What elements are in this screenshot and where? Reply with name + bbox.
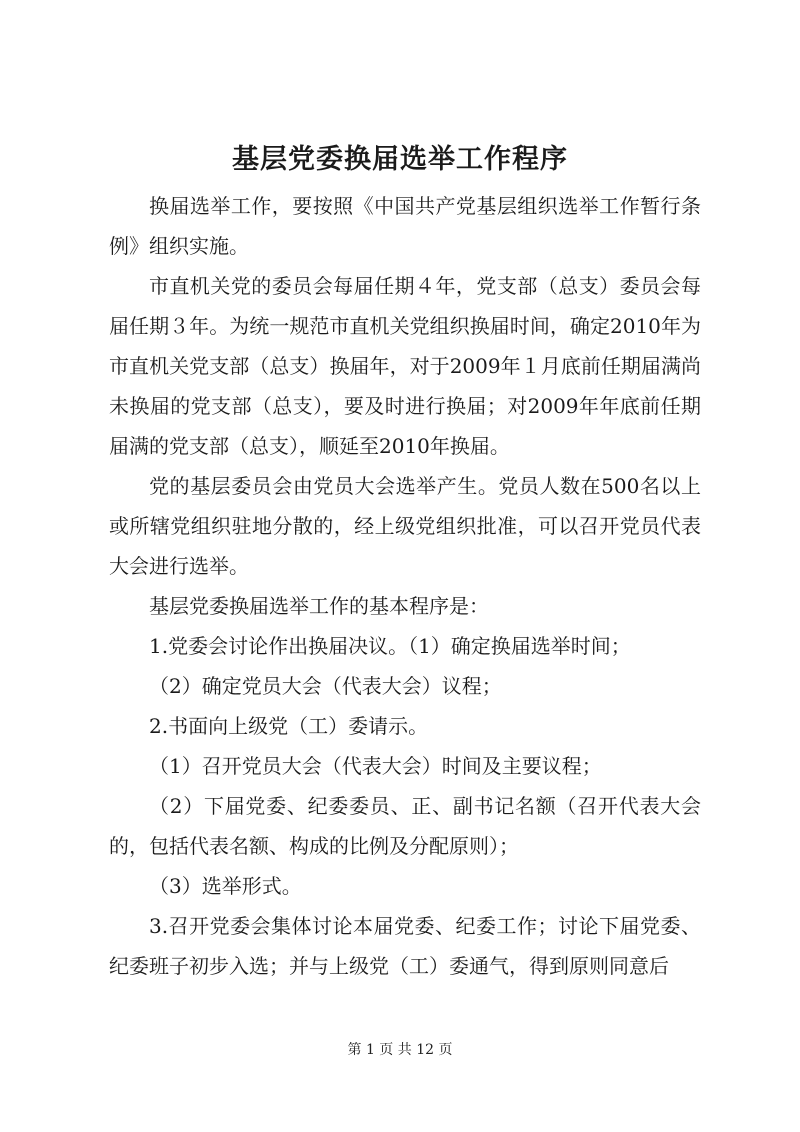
paragraph-9: （2）下届党委、纪委委员、正、副书记名额（召开代表大会的，包括代表名额、构成的比例及分配原则）； (109, 794, 701, 858)
paragraph-8: （1）召开党员大会（代表大会）时间及主要议程； (149, 754, 602, 778)
page-number-footer: 第 1 页 共 12 页 (347, 1042, 453, 1058)
paragraph-11: 3.召开党委会集体讨论本届党委、纪委工作；讨论下届党委、纪委班子初步入选；并与上级党（工）委通气，得到原则同意后 (109, 914, 701, 978)
paragraph-7: 2.书面向上级党（工）委请示。 (149, 714, 429, 738)
paragraph-4: 基层党委换届选举工作的基本程序是： (149, 594, 489, 618)
paragraph-2: 市直机关党的委员会每届任期４年，党支部（总支）委员会每届任期３年。为统一规范市直机关党组织换届时间，确定2010年为市直机关党支部（总支）换届年，对于2009年１月底前任期届满尚未换届的党支部（总支），要及时进行换届；对2009年年底前任期届满的党支部（总支），顺延至2010年换届。 (109, 274, 701, 458)
paragraph-1: 换届选举工作，要按照《中国共产党基层组织选举工作暂行条例》组织实施。 (109, 194, 701, 258)
document-title: 基层党委换届选举工作程序 (232, 144, 568, 175)
paragraph-6: （2）确定党员大会（代表大会）议程； (149, 674, 502, 698)
paragraph-3: 党的基层委员会由党员大会选举产生。党员人数在500名以上或所辖党组织驻地分散的，经上级党组织批准，可以召开党员代表大会进行选举。 (109, 474, 701, 578)
document-body (109, 186, 701, 986)
paragraph-5: 1.党委会讨论作出换届决议。（1）确定换届选举时间； (149, 634, 631, 658)
paragraph-10: （3）选举形式。 (149, 874, 302, 898)
